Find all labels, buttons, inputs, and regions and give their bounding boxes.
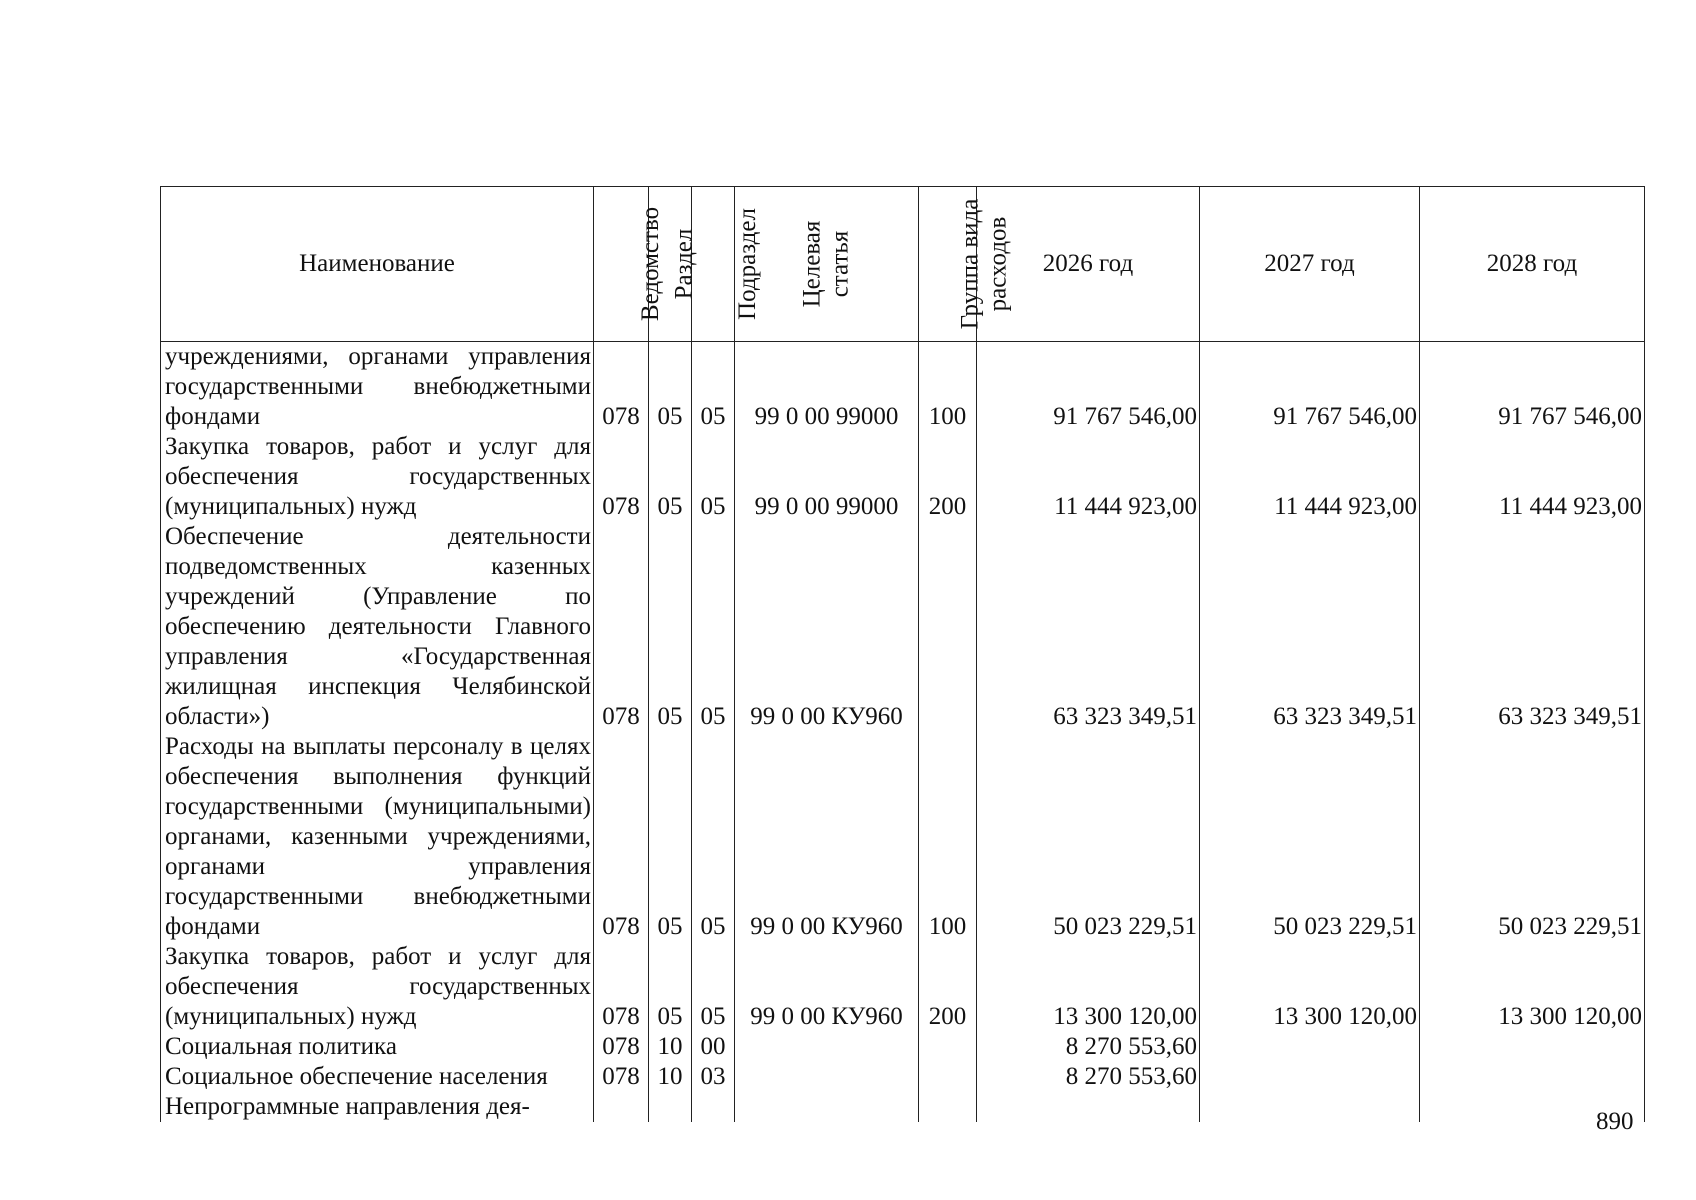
header-year-2028: 2028 год <box>1420 187 1645 342</box>
header-vedomstvo: Ведомство <box>594 187 649 342</box>
row-name: Расходы на выплаты персоналу в целях обеспечения выполнения функций государственными (муниципальными) органами, казенными учреждениями, органами управления государственными внебюджетными фондами <box>161 732 594 942</box>
row-gruppa <box>919 1062 977 1092</box>
row-razdel: 05 <box>649 342 692 433</box>
row-gruppa: 200 <box>919 432 977 522</box>
row-podrazdel: 05 <box>692 522 735 732</box>
row-podrazdel: 00 <box>692 1032 735 1062</box>
row-gruppa <box>919 1032 977 1062</box>
row-vedomstvo <box>594 1092 649 1122</box>
row-celevaya-statya: 99 0 00 КУ960 <box>735 522 919 732</box>
row-amount-2027: 13 300 120,00 <box>1200 942 1420 1032</box>
row-podrazdel <box>692 1092 735 1122</box>
row-celevaya-statya <box>735 1032 919 1062</box>
row-amount-2026: 63 323 349,51 <box>977 522 1200 732</box>
row-gruppa <box>919 1092 977 1122</box>
row-name: учреждениями, органами управления государственными внебюджетными фондами <box>161 342 594 433</box>
row-amount-2028: 63 323 349,51 <box>1420 522 1645 732</box>
table-row <box>161 1092 1645 1122</box>
row-amount-2027 <box>1200 1062 1420 1092</box>
row-razdel: 05 <box>649 732 692 942</box>
row-amount-2028: 50 023 229,51 <box>1420 732 1645 942</box>
row-vedomstvo: 078 <box>594 342 649 433</box>
row-amount-2026: 11 444 923,00 <box>977 432 1200 522</box>
row-amount-2026: 8 270 553,60 <box>977 1062 1200 1092</box>
row-razdel: 10 <box>649 1062 692 1092</box>
table-row <box>161 1032 1645 1062</box>
row-vedomstvo: 078 <box>594 432 649 522</box>
row-amount-2026: 50 023 229,51 <box>977 732 1200 942</box>
row-name: Обеспечение деятельности подведомственных казенных учреждений (Управление по обеспечению деятельности Главного управления «Государственная жилищная инспекция Челябинской области») <box>161 522 594 732</box>
table-row <box>161 342 1645 433</box>
table-header-row <box>161 187 1645 342</box>
table-row <box>161 1062 1645 1092</box>
header-celevaya-statya: Целевая статья <box>735 187 919 342</box>
row-razdel <box>649 1092 692 1122</box>
budget-table <box>160 186 1645 1122</box>
row-gruppa: 100 <box>919 732 977 942</box>
header-razdel: Раздел <box>649 187 692 342</box>
row-celevaya-statya: 99 0 00 99000 <box>735 342 919 433</box>
row-vedomstvo: 078 <box>594 942 649 1032</box>
row-vedomstvo: 078 <box>594 1062 649 1092</box>
row-vedomstvo: 078 <box>594 1032 649 1062</box>
row-vedomstvo: 078 <box>594 522 649 732</box>
header-year-2026: 2026 год <box>977 187 1200 342</box>
row-podrazdel: 05 <box>692 942 735 1032</box>
row-razdel: 05 <box>649 432 692 522</box>
row-name: Закупка товаров, работ и услуг для обеспечения государственных (муниципальных) нужд <box>161 942 594 1032</box>
row-vedomstvo: 078 <box>594 732 649 942</box>
row-amount-2028 <box>1420 1032 1645 1062</box>
row-gruppa <box>919 522 977 732</box>
row-name: Закупка товаров, работ и услуг для обеспечения государственных (муниципальных) нужд <box>161 432 594 522</box>
row-amount-2027 <box>1200 1032 1420 1062</box>
row-gruppa: 200 <box>919 942 977 1032</box>
row-podrazdel: 05 <box>692 432 735 522</box>
table-row <box>161 432 1645 522</box>
row-podrazdel: 05 <box>692 342 735 433</box>
row-amount-2028: 91 767 546,00 <box>1420 342 1645 433</box>
table-row <box>161 522 1645 732</box>
header-year-2027: 2027 год <box>1200 187 1420 342</box>
row-gruppa: 100 <box>919 342 977 433</box>
header-podrazdel: Подраздел <box>692 187 735 342</box>
page-number: 890 <box>1596 1108 1634 1135</box>
row-amount-2027 <box>1200 1092 1420 1122</box>
row-name: Непрограммные направления дея- <box>161 1092 594 1122</box>
row-celevaya-statya: 99 0 00 КУ960 <box>735 732 919 942</box>
row-amount-2027: 50 023 229,51 <box>1200 732 1420 942</box>
row-amount-2028 <box>1420 1062 1645 1092</box>
header-gruppa-vida-rashodov: Группа вида расходов <box>919 187 977 342</box>
row-amount-2027: 11 444 923,00 <box>1200 432 1420 522</box>
row-celevaya-statya: 99 0 00 99000 <box>735 432 919 522</box>
row-amount-2028: 11 444 923,00 <box>1420 432 1645 522</box>
row-name: Социальное обеспечение населения <box>161 1062 594 1092</box>
row-celevaya-statya: 99 0 00 КУ960 <box>735 942 919 1032</box>
row-amount-2026: 13 300 120,00 <box>977 942 1200 1032</box>
row-amount-2026: 8 270 553,60 <box>977 1032 1200 1062</box>
row-celevaya-statya <box>735 1092 919 1122</box>
row-amount-2027: 91 767 546,00 <box>1200 342 1420 433</box>
row-amount-2028: 13 300 120,00 <box>1420 942 1645 1032</box>
row-podrazdel: 03 <box>692 1062 735 1092</box>
row-razdel: 05 <box>649 942 692 1032</box>
row-name: Социальная политика <box>161 1032 594 1062</box>
row-celevaya-statya <box>735 1062 919 1092</box>
table-row <box>161 732 1645 942</box>
header-name: Наименование <box>161 187 594 342</box>
row-podrazdel: 05 <box>692 732 735 942</box>
row-razdel: 05 <box>649 522 692 732</box>
row-amount-2026: 91 767 546,00 <box>977 342 1200 433</box>
row-razdel: 10 <box>649 1032 692 1062</box>
table-row <box>161 942 1645 1032</box>
row-amount-2026 <box>977 1092 1200 1122</box>
row-amount-2027: 63 323 349,51 <box>1200 522 1420 732</box>
